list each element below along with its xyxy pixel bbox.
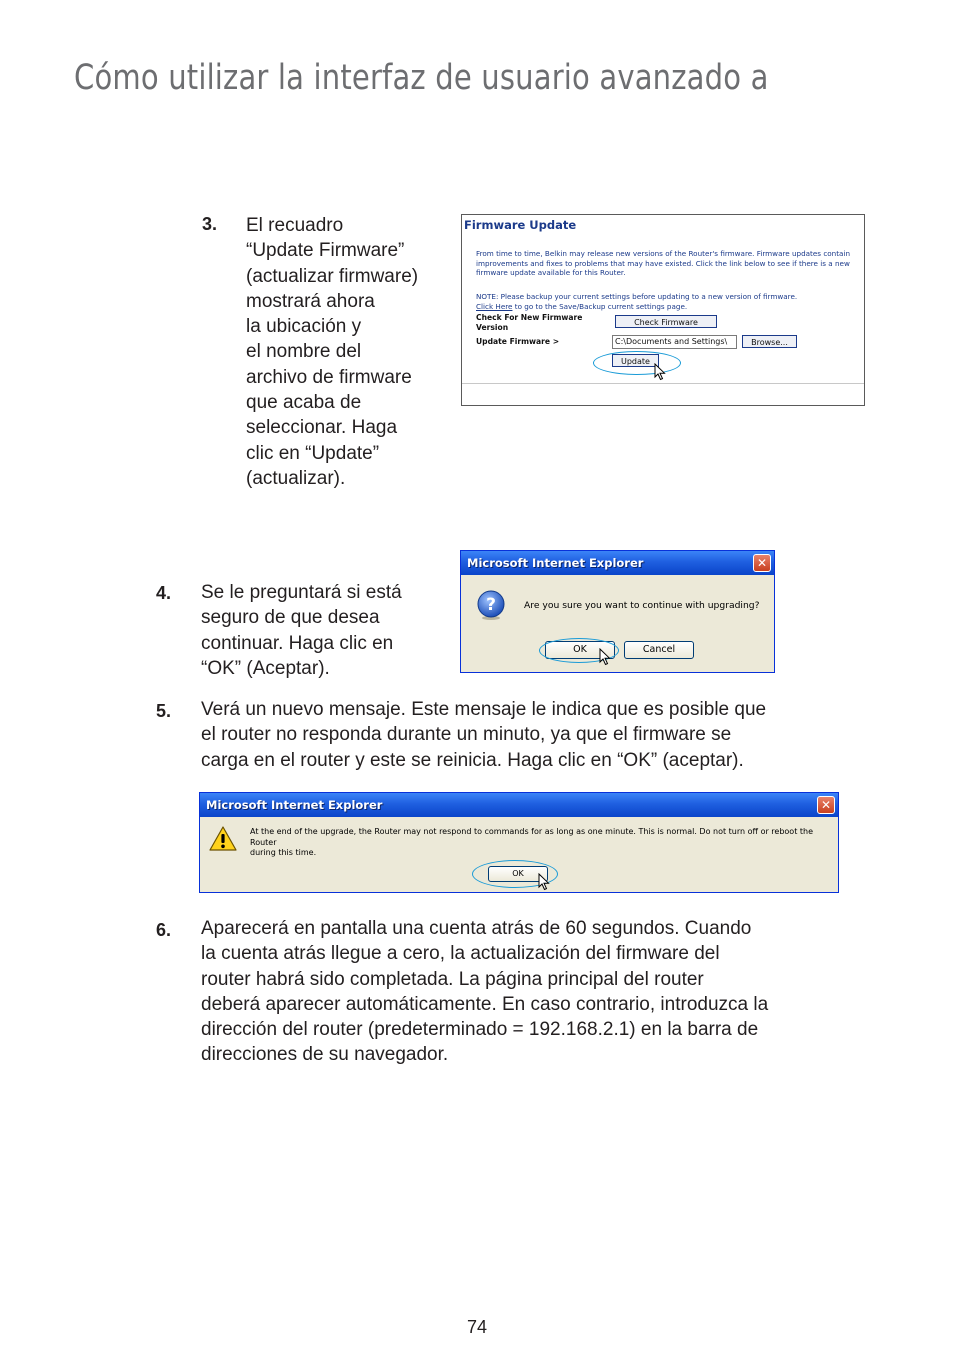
firmware-update-screenshot: [461, 214, 865, 406]
step-5-number: 5.: [156, 701, 172, 721]
ok-button[interactable]: OK: [545, 641, 615, 659]
dialog-title: Microsoft Internet Explorer: [206, 798, 383, 812]
page-number: 74: [466, 1317, 488, 1337]
warning-dialog: [199, 792, 839, 893]
cancel-button[interactable]: Cancel: [624, 641, 694, 659]
firmware-file-input[interactable]: C:\Documents and Settings\: [612, 335, 737, 349]
dialog-titlebar: [461, 551, 774, 575]
warning-message: At the end of the upgrade, the Router may not respond to commands for as long as one minute. This is normal. Do not turn off or reboot the Router during this time.: [250, 827, 813, 857]
update-firmware-label: Update Firmware >: [476, 337, 560, 346]
confirm-dialog: [460, 550, 775, 673]
dialog-title: Microsoft Internet Explorer: [467, 556, 644, 570]
browse-button[interactable]: Browse...: [742, 335, 797, 348]
step-3-number: 3.: [202, 214, 218, 234]
svg-text:?: ?: [486, 595, 496, 615]
ok-button[interactable]: OK: [488, 866, 548, 882]
close-icon[interactable]: ✕: [753, 554, 771, 572]
check-firmware-label: Check For New Firmware Version: [476, 313, 583, 332]
confirm-message: Are you sure you want to continue with upgrading?: [524, 600, 760, 611]
step-5-text: Verá un nuevo mensaje. Este mensaje le indica que es posible que el router no responda durante un minuto, ya que el firmware se carga en el router y este se reinicia. Haga clic en “OK” (aceptar).: [201, 699, 767, 771]
cursor-icon: [538, 873, 552, 891]
click-here-link[interactable]: Click Here: [476, 301, 513, 311]
firmware-update-description: From time to time, Belkin may release new versions of the Router's firmware. Firmware updates contain improvements and fixes to problems that may have existed. Click the link below to see if there is a new firmware update available for this Router.: [476, 249, 851, 278]
warning-icon: [208, 825, 238, 853]
step-4-number: 4.: [156, 583, 172, 603]
step-6-number: 6.: [156, 920, 172, 940]
firmware-update-title: Firmware Update: [464, 218, 577, 232]
check-firmware-button[interactable]: Check Firmware: [615, 315, 717, 328]
close-icon[interactable]: ✕: [817, 796, 835, 814]
cursor-icon: [654, 363, 668, 381]
cursor-icon: [599, 648, 613, 666]
panel-divider: [462, 383, 864, 384]
step-3-text: El recuadro “Update Firmware” (actualizar firmware) mostrará ahora la ubicación y el nombre del archivo de firmware que acaba de seleccionar. Haga clic en “Update” (actualizar).: [246, 215, 419, 489]
page-title: Cómo utilizar la interfaz de usuario avanzado a: [74, 58, 769, 98]
question-icon: [475, 589, 507, 621]
dialog-titlebar: [200, 793, 838, 817]
firmware-update-note: NOTE: Please backup your current settings before updating to a new version of firmware. Click Here to go to the Save/Backup current settings page.: [476, 292, 798, 311]
update-button[interactable]: Update: [612, 354, 659, 367]
step-4-text: Se le preguntará si está seguro de que desea continuar. Haga clic en “OK” (Aceptar).: [201, 582, 402, 679]
step-6-text: Aparecerá en pantalla una cuenta atrás de 60 segundos. Cuando la cuenta atrás llegue a cero, la actualización del firmware del router habrá sido completada. La página principal del router deberá aparecer automáticamente. En caso contrario, introduzca la dirección del router (predeterminado = 192.168.2.1) en la barra de direcciones de su navegador.: [201, 918, 769, 1066]
